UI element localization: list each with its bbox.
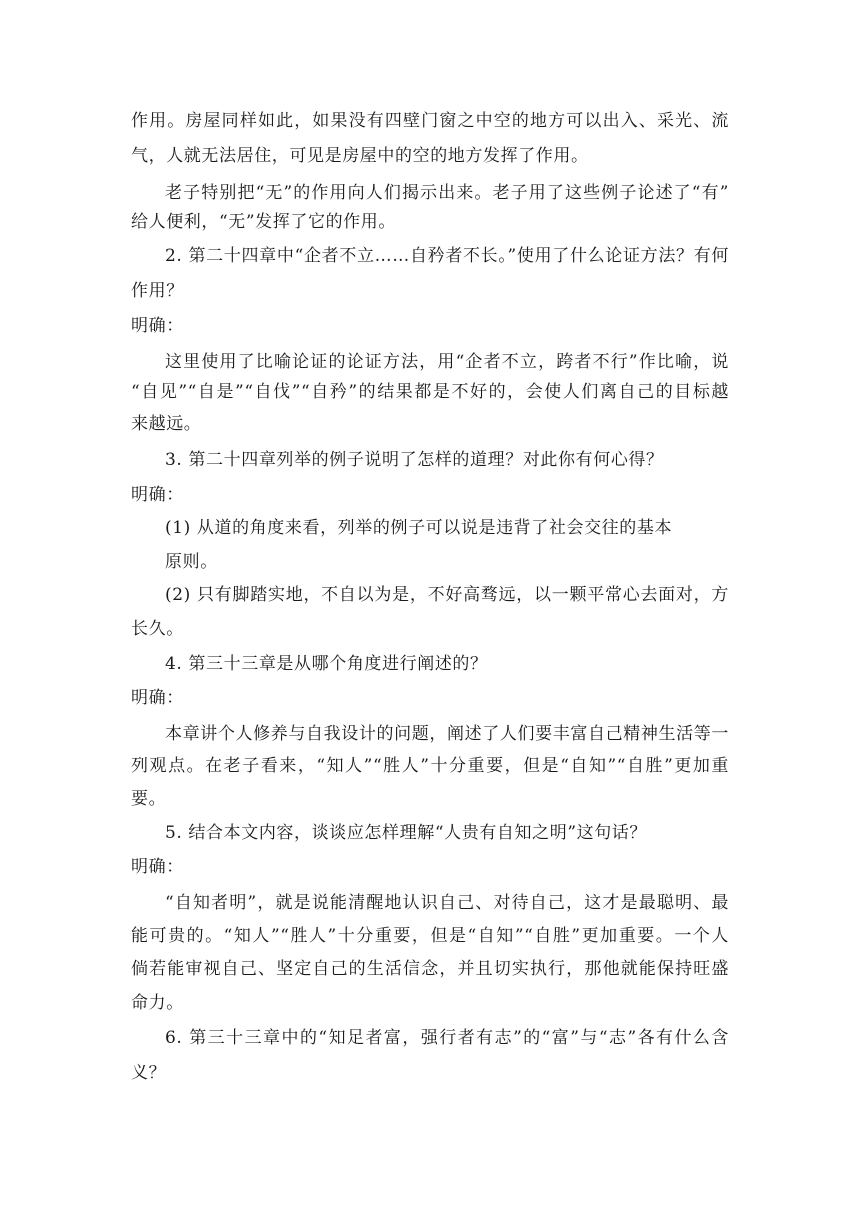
answer-label: 明确： xyxy=(131,316,184,336)
answer-label: 明确： xyxy=(131,485,184,505)
question-line: 4. 第三十三章是从哪个角度进行阐述的？ xyxy=(165,654,488,674)
question-line: 作用？ xyxy=(131,281,184,301)
text-line: 要。 xyxy=(131,789,167,809)
text-line: (1) 从道的角度来看，列举的例子可以说是违背了社会交往的基本 xyxy=(165,518,673,538)
text-line: 老子特别把“无”的作用向人们揭示出来。老子用了这些例子论述了“有” xyxy=(165,183,729,203)
answer-label: 明确： xyxy=(131,857,184,877)
text-line: (2) 只有脚踏实地，不自以为是，不好高骛远，以一颗平常心去面对，方 xyxy=(165,585,729,605)
question-line: 2. 第二十四章中“企者不立……自矜者不长。”使用了什么论证方法？有何 xyxy=(165,246,729,266)
answer-label: 明确： xyxy=(131,688,184,708)
text-line: 气，人就无法居住，可见是房屋中的空的地方发挥了作用。 xyxy=(131,146,589,166)
text-line: 原则。 xyxy=(165,552,218,572)
question-line: 5. 结合本文内容，谈谈应怎样理解“人贵有自知之明”这句话？ xyxy=(165,823,648,843)
text-line: 来越远。 xyxy=(131,414,202,434)
question-line: 3. 第二十四章列举的例子说明了怎样的道理？对此你有何心得？ xyxy=(165,450,664,470)
text-line: 列观点。在老子看来，“知人”“胜人”十分重要，但是“自知”“自胜”更加重 xyxy=(131,756,729,776)
text-line: 这里使用了比喻论证的论证方法，用“企者不立，跨者不行”作比喻，说 xyxy=(165,352,729,372)
text-line: 命力。 xyxy=(131,993,184,1013)
text-line: “自知者明”，就是说能清醒地认识自己、对待自己，这才是最聪明、最 xyxy=(165,893,729,913)
text-line: 长久。 xyxy=(131,619,184,639)
text-line: “自见”“自是”“自伐”“自矜”的结果都是不好的，会使人们离自己的目标越 xyxy=(131,382,729,402)
question-line: 6. 第三十三章中的“知足者富，强行者有志”的“富”与“志”各有什么含 xyxy=(165,1028,729,1048)
text-line: 作用。房屋同样如此，如果没有四壁门窗之中空的地方可以出入、采光、流 xyxy=(131,111,729,131)
text-line: 倘若能审视自己、坚定自己的生活信念，并且切实执行，那他就能保持旺盛 xyxy=(131,959,729,979)
text-line: 本章讲个人修养与自我设计的问题，阐述了人们要丰富自己精神生活等一 xyxy=(165,724,729,744)
text-line: 能可贵的。“知人”“胜人”十分重要，但是“自知”“自胜”更加重要。一个人 xyxy=(131,926,729,946)
question-line: 义？ xyxy=(131,1063,167,1083)
text-line: 给人便利，“无”发挥了它的作用。 xyxy=(131,212,396,232)
